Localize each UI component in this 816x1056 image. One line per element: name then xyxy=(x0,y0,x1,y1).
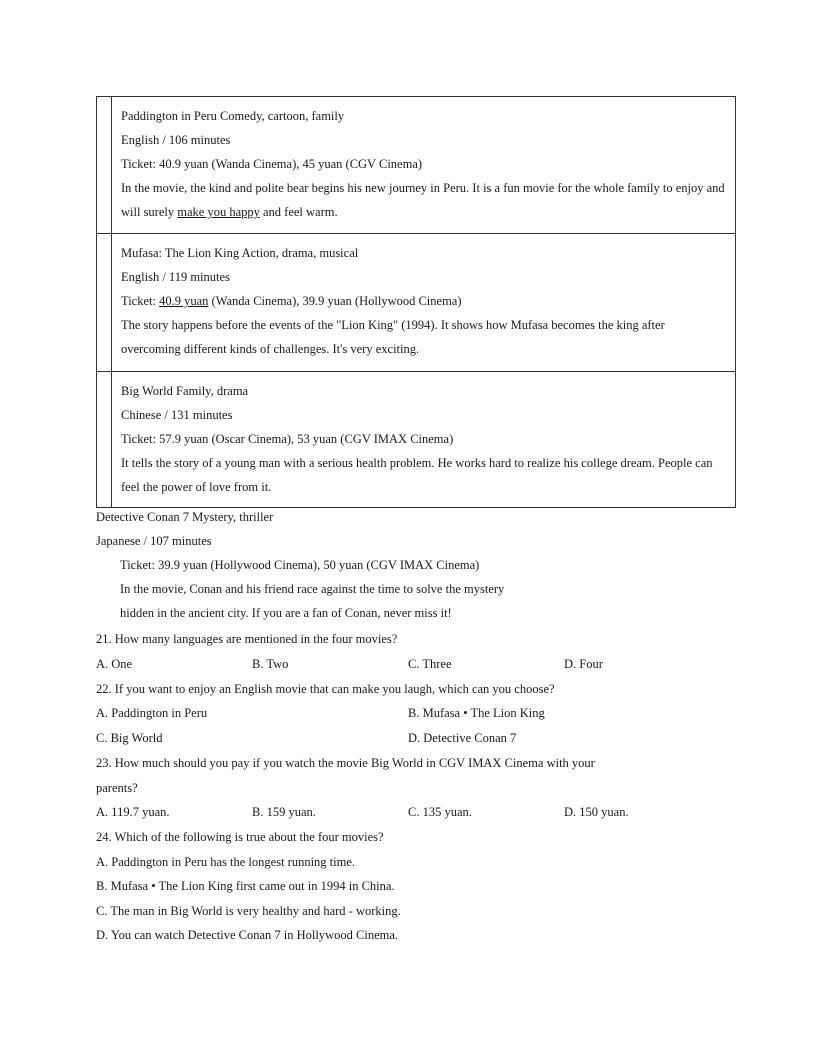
option-a: A. 119.7 yuan. xyxy=(96,805,170,819)
movie-ticket-prices: Ticket: 57.9 yuan (Oscar Cinema), 53 yuan (CGV IMAX Cinema) xyxy=(121,432,454,446)
row-gutter xyxy=(97,97,112,234)
underlined-phrase: make you happy xyxy=(177,205,260,219)
movie-language-duration: Chinese / 131 minutes xyxy=(121,408,233,422)
movie-ticket-prices: Ticket: 40.9 yuan (Wanda Cinema), 45 yuan (CGV Cinema) xyxy=(121,157,423,171)
conan-title-genre: Detective Conan 7 Mystery, thriller xyxy=(96,510,274,524)
movie-ticket-prices xyxy=(121,289,727,313)
option-d: D. Detective Conan 7 xyxy=(408,731,517,745)
movie-cell xyxy=(112,372,736,508)
question-24: 24. Which of the following is true about the four movies? xyxy=(96,830,384,844)
movie-row-mufasa xyxy=(97,234,736,372)
options-21 xyxy=(96,652,736,677)
row-gutter xyxy=(97,234,112,372)
movie-row-big-world xyxy=(97,372,736,508)
movie-title-genre: Big World Family, drama xyxy=(121,384,249,398)
movie-title-genre: Paddington in Peru Comedy, cartoon, family xyxy=(121,109,345,123)
conan-ticket-prices: Ticket: 39.9 yuan (Hollywood Cinema), 50 yuan (CGV IMAX Cinema) xyxy=(120,558,480,572)
movie-description xyxy=(121,176,727,224)
question-21: 21. How many languages are mentioned in the four movies? xyxy=(96,632,398,646)
movie-cell xyxy=(112,234,736,372)
option-c: C. 135 yuan. xyxy=(408,805,472,819)
movie-title-genre: Mufasa: The Lion King Action, drama, musical xyxy=(121,246,359,260)
question-23-line1: 23. How much should you pay if you watch the movie Big World in CGV IMAX Cinema with your xyxy=(96,756,595,770)
option-a: A. Paddington in Peru xyxy=(96,706,208,720)
row-gutter xyxy=(97,372,112,508)
options-23 xyxy=(96,800,736,825)
movie-description: The story happens before the events of the "Lion King" (1994). It shows how Mufasa becomes the king after overcoming different kinds of challenges. It's very exciting. xyxy=(121,318,665,356)
option-d: D. You can watch Detective Conan 7 in Hollywood Cinema. xyxy=(96,928,399,942)
option-c: C. The man in Big World is very healthy and hard - working. xyxy=(96,903,401,918)
movie-cell xyxy=(112,97,736,234)
conan-description-line1: In the movie, Conan and his friend race against the time to solve the mystery xyxy=(120,582,505,596)
question-22: 22. If you want to enjoy an English movie that can make you laugh, which can you choose? xyxy=(96,681,555,696)
option-b: B. Mufasa • The Lion King xyxy=(408,706,545,720)
conan-language-duration: Japanese / 107 minutes xyxy=(96,534,212,548)
option-c: C. Big World xyxy=(96,731,163,745)
question-23-line2: parents? xyxy=(96,780,138,795)
description-text: In the movie, the kind and polite bear begins his new journey in Peru. It is a fun movie for the whole family to enjoy and will surely xyxy=(121,181,725,219)
movie-table xyxy=(96,96,736,508)
option-a: A. Paddington in Peru has the longest running time. xyxy=(96,854,356,869)
ticket-prefix: Ticket: xyxy=(121,294,160,308)
options-22-row1 xyxy=(96,701,736,726)
movie-row-paddington xyxy=(97,97,736,234)
option-b: B. 159 yuan. xyxy=(252,805,316,819)
option-a: A. One xyxy=(96,656,133,671)
movie-language-duration: English / 106 minutes xyxy=(121,133,231,147)
description-text-end: and feel warm. xyxy=(259,205,338,219)
option-b: B. Two xyxy=(252,656,289,671)
conan-description-line2: hidden in the ancient city. If you are a fan of Conan, never miss it! xyxy=(120,606,452,620)
movie-language-duration: English / 119 minutes xyxy=(121,270,230,284)
underlined-price: 40.9 yuan xyxy=(159,294,209,308)
option-d: D. 150 yuan. xyxy=(564,805,629,819)
options-22-row2 xyxy=(96,726,736,751)
option-d: D. Four xyxy=(564,656,603,671)
ticket-rest: (Wanda Cinema), 39.9 yuan (Hollywood Cinema) xyxy=(208,294,462,308)
movie-description: It tells the story of a young man with a serious health problem. He works hard to realize his college dream. People can feel the power of love from it. xyxy=(121,456,713,494)
option-b: B. Mufasa • The Lion King first came out in 1994 in China. xyxy=(96,879,395,893)
questions-section xyxy=(96,627,736,948)
conan-section xyxy=(96,505,736,625)
option-c: C. Three xyxy=(408,656,452,671)
